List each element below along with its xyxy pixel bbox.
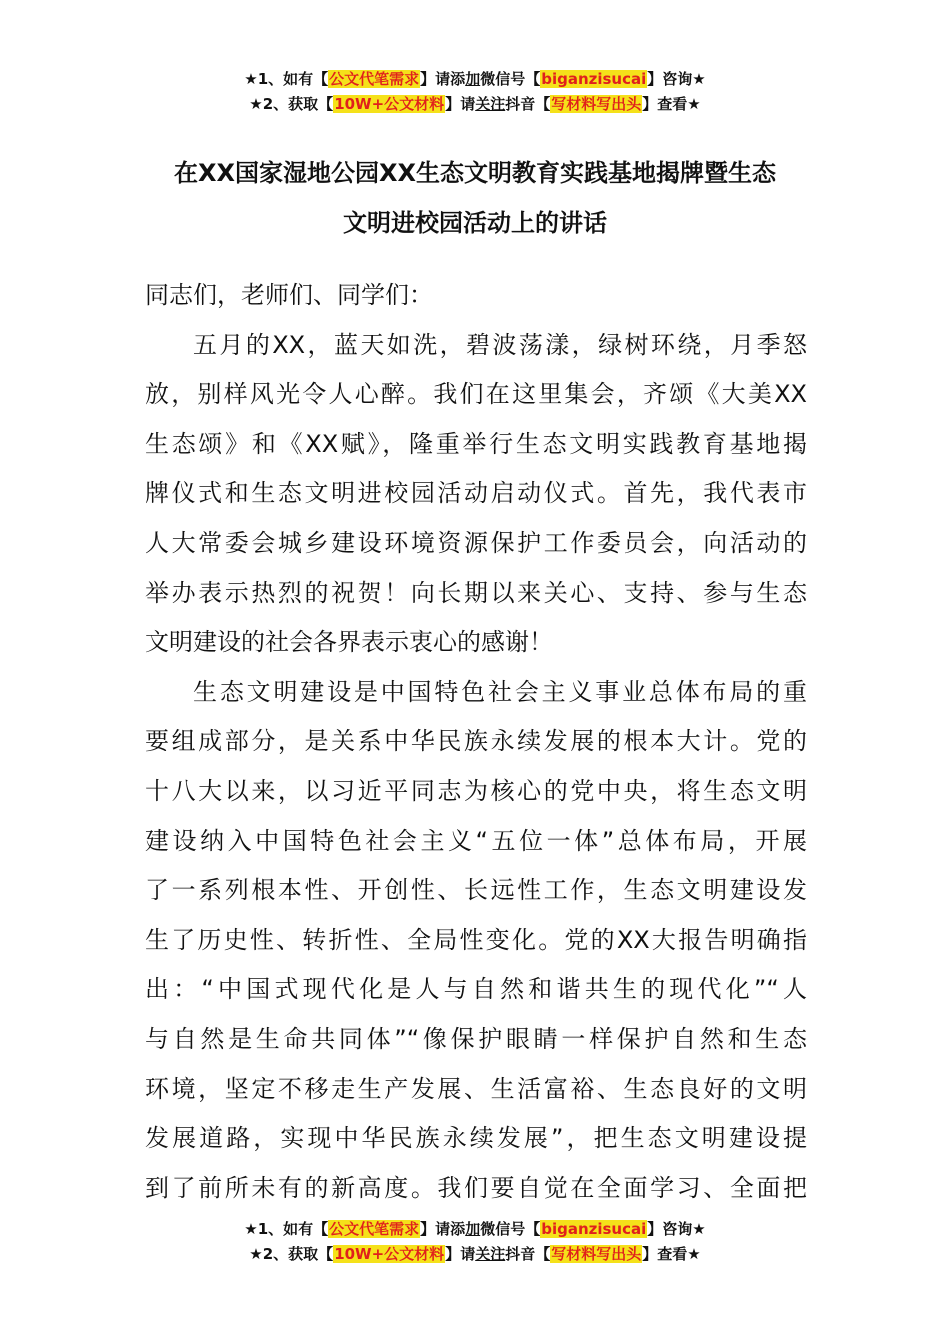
banner-text: ★1、如有【: [244, 70, 329, 88]
paragraph-2-line: 十八大以来，以习近平同志为核心的党中央，将生态文明: [145, 776, 807, 805]
banner-highlight: 10W+公文材料: [334, 1245, 445, 1263]
banner-text: 】请添: [420, 1220, 466, 1238]
title-line-2: 文明进校园活动上的讲话: [343, 209, 607, 237]
banner-text: ★2、获取【: [249, 1245, 334, 1263]
header-banner: [0, 67, 950, 117]
banner-underline: 关注: [475, 95, 506, 113]
paragraph-1-line: 人大常委会城乡建设环境资源保护工作委员会，向活动的: [145, 528, 807, 557]
banner-highlight: 10W+公文材料: [334, 95, 445, 113]
paragraph-1-line: 举办表示热烈的祝贺！向长期以来关心、支持、参与生态: [145, 578, 807, 607]
paragraph-1-line: 放，别样风光令人心醉。我们在这里集会，齐颂《大美XX: [145, 380, 807, 409]
banner-line-1: [0, 67, 950, 92]
banner-line-1: [0, 1217, 950, 1242]
paragraph-2-line: 环境，坚定不移走生产发展、生活富裕、生态良好的文明: [145, 1074, 807, 1103]
paragraph-2-line: 与自然是生命共同体”“像保护眼睛一样保护自然和生态: [145, 1024, 807, 1053]
paragraph-1-line: 五月的XX，蓝天如洗，碧波荡漾，绿树环绕，月季怒: [193, 330, 807, 359]
paragraph-1-line: 文明建设的社会各界表示衷心的感谢！: [145, 628, 553, 657]
banner-highlight: 公文代笔需求: [329, 70, 420, 88]
salutation: 同志们，老师们、同学们：: [145, 281, 433, 309]
paragraph-1-line: 牌仪式和生态文明进校园活动启动仪式。首先，我代表市: [145, 479, 807, 508]
banner-text: 微信号【: [480, 70, 541, 88]
banner-highlight: 公文代笔需求: [329, 1220, 420, 1238]
banner-text: 微信号【: [480, 1220, 541, 1238]
paragraph-2-line: 发展道路，实现中华民族永续发展”，把生态文明建设提: [145, 1124, 807, 1153]
paragraph-2-line: 出：“中国式现代化是人与自然和谐共生的现代化”“人: [145, 975, 807, 1004]
banner-line-2: [0, 1242, 950, 1267]
document-title: [130, 148, 820, 248]
banner-text: 】请添: [420, 70, 466, 88]
paragraph-2-line: 了一系列根本性、开创性、长远性工作，生态文明建设发: [145, 876, 807, 905]
banner-underline: 加: [465, 1220, 481, 1238]
banner-underline: 关注: [475, 1245, 506, 1263]
banner-highlight: 写材料写出头: [551, 1245, 642, 1263]
document-body: [145, 271, 807, 1213]
banner-text: 】查看★: [642, 95, 701, 113]
banner-highlight: biganzisucai: [541, 1220, 647, 1238]
banner-text: 】请: [445, 95, 476, 113]
banner-text: ★1、如有【: [244, 1220, 329, 1238]
paragraph-1-line: 生态颂》和《XX赋》，隆重举行生态文明实践教育基地揭: [145, 429, 807, 458]
banner-text: 抖音【: [505, 95, 551, 113]
footer-banner: [0, 1217, 950, 1267]
banner-highlight: biganzisucai: [541, 70, 647, 88]
banner-text: 抖音【: [505, 1245, 551, 1263]
banner-text: 】请: [445, 1245, 476, 1263]
paragraph-2-line: 到了前所未有的新高度。我们要自觉在全面学习、全面把: [145, 1173, 807, 1202]
paragraph-2-line: 要组成部分，是关系中华民族永续发展的根本大计。党的: [145, 727, 807, 756]
banner-text: 】查看★: [642, 1245, 701, 1263]
banner-highlight: 写材料写出头: [551, 95, 642, 113]
banner-underline: 加: [465, 70, 481, 88]
paragraph-2-line: 生态文明建设是中国特色社会主义事业总体布局的重: [193, 677, 807, 706]
banner-line-2: [0, 92, 950, 117]
paragraph-2-line: 建设纳入中国特色社会主义“五位一体”总体布局，开展: [145, 826, 807, 855]
banner-text: 】咨询★: [647, 1220, 706, 1238]
banner-text: 】咨询★: [647, 70, 706, 88]
paragraph-2-line: 生了历史性、转折性、全局性变化。党的XX大报告明确指: [145, 925, 807, 954]
banner-text: ★2、获取【: [249, 95, 334, 113]
title-line-1: 在XX国家湿地公园XX生态文明教育实践基地揭牌暨生态: [173, 159, 776, 187]
